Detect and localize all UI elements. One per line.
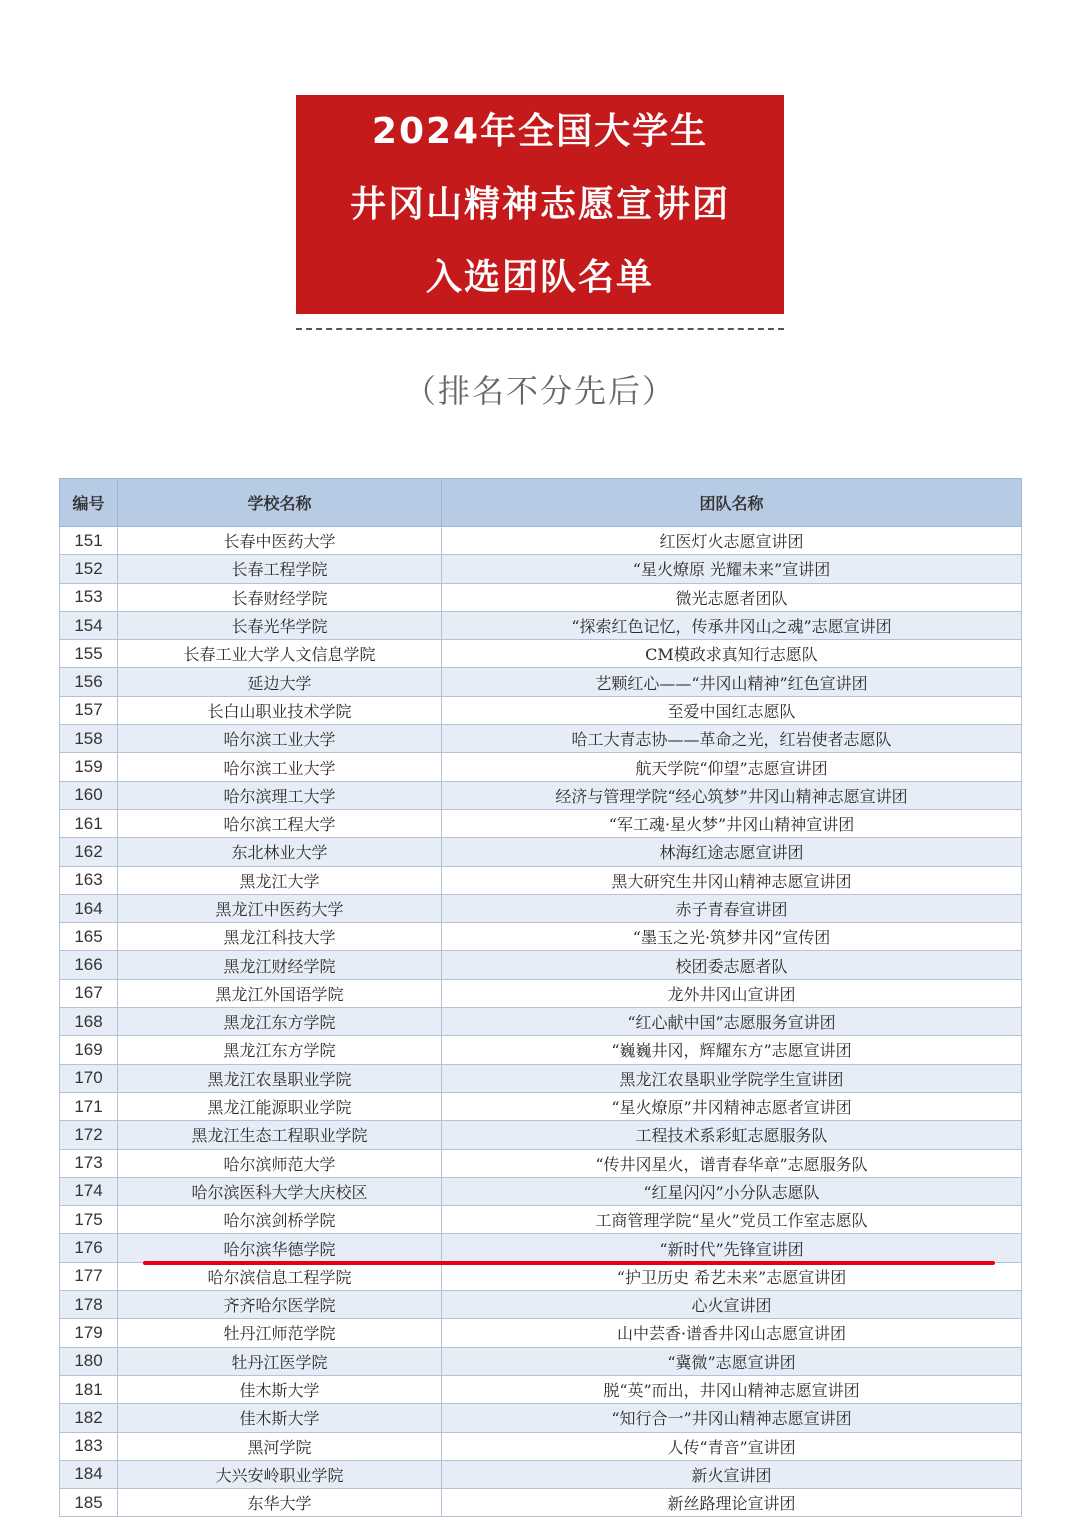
title-line-1: 2024年全国大学生 [371, 111, 709, 152]
table-row [60, 1177, 1022, 1205]
title-line-3: 入选团队名单 [425, 257, 654, 298]
cell-school: 牡丹江师范学院 [118, 1319, 442, 1347]
cell-team: 脱“英”而出，井冈山精神志愿宣讲团 [442, 1375, 1022, 1403]
cell-number: 170 [60, 1064, 118, 1092]
cell-number: 174 [60, 1177, 118, 1205]
header-number: 编号 [60, 479, 118, 527]
cell-number: 167 [60, 979, 118, 1007]
cell-number: 180 [60, 1347, 118, 1375]
table-row [60, 781, 1022, 809]
cell-school: 延边大学 [118, 668, 442, 696]
red-highlight-underline [143, 1261, 995, 1265]
cell-school: 黑龙江财经学院 [118, 951, 442, 979]
table-row [60, 527, 1022, 555]
table-row [60, 894, 1022, 922]
cell-team: 航天学院“仰望”志愿宣讲团 [442, 753, 1022, 781]
cell-team: “巍巍井冈，辉耀东方”志愿宣讲团 [442, 1036, 1022, 1064]
cell-team: 人传“青音”宣讲团 [442, 1432, 1022, 1460]
cell-team: 红医灯火志愿宣讲团 [442, 527, 1022, 555]
cell-number: 159 [60, 753, 118, 781]
title-banner [296, 95, 784, 314]
cell-school: 长春工程学院 [118, 555, 442, 583]
cell-number: 160 [60, 781, 118, 809]
cell-number: 157 [60, 696, 118, 724]
table-row [60, 1234, 1022, 1262]
cell-school: 长春光华学院 [118, 611, 442, 639]
table-row [60, 1291, 1022, 1319]
table-row [60, 725, 1022, 753]
cell-team: “冀微”志愿宣讲团 [442, 1347, 1022, 1375]
cell-team: 哈工大青志协——革命之光，红岩使者志愿队 [442, 725, 1022, 753]
cell-number: 151 [60, 527, 118, 555]
cell-team: “红星闪闪”小分队志愿队 [442, 1177, 1022, 1205]
cell-school: 黑龙江能源职业学院 [118, 1092, 442, 1120]
table-header-row [60, 479, 1022, 527]
table-row [60, 753, 1022, 781]
cell-number: 184 [60, 1460, 118, 1488]
cell-school: 东北林业大学 [118, 838, 442, 866]
cell-number: 175 [60, 1206, 118, 1234]
cell-school: 牡丹江医学院 [118, 1347, 442, 1375]
cell-school: 佳木斯大学 [118, 1375, 442, 1403]
table-row [60, 1262, 1022, 1290]
cell-number: 183 [60, 1432, 118, 1460]
cell-team: “军工魂·星火梦”井冈山精神宣讲团 [442, 809, 1022, 837]
cell-school: 哈尔滨医科大学大庆校区 [118, 1177, 442, 1205]
table-row [60, 923, 1022, 951]
cell-team: 山中芸香·谱香井冈山志愿宣讲团 [442, 1319, 1022, 1347]
cell-team: 林海红途志愿宣讲团 [442, 838, 1022, 866]
cell-number: 164 [60, 894, 118, 922]
table-row [60, 1319, 1022, 1347]
cell-team: 龙外井冈山宣讲团 [442, 979, 1022, 1007]
cell-school: 黑龙江农垦职业学院 [118, 1064, 442, 1092]
cell-number: 153 [60, 583, 118, 611]
table-row [60, 1092, 1022, 1120]
cell-team: “新时代”先锋宣讲团 [442, 1234, 1022, 1262]
cell-school: 哈尔滨工程大学 [118, 809, 442, 837]
table-row [60, 640, 1022, 668]
cell-number: 177 [60, 1262, 118, 1290]
table-row [60, 809, 1022, 837]
table-row [60, 555, 1022, 583]
header-team: 团队名称 [442, 479, 1022, 527]
table-row [60, 866, 1022, 894]
cell-number: 181 [60, 1375, 118, 1403]
cell-team: “星火燎原 光耀未来”宣讲团 [442, 555, 1022, 583]
cell-number: 171 [60, 1092, 118, 1120]
cell-team: “知行合一”井冈山精神志愿宣讲团 [442, 1404, 1022, 1432]
cell-school: 黑龙江生态工程职业学院 [118, 1121, 442, 1149]
table-row [60, 611, 1022, 639]
cell-team: “星火燎原”井冈精神志愿者宣讲团 [442, 1092, 1022, 1120]
cell-school: 哈尔滨工业大学 [118, 725, 442, 753]
cell-team: “红心献中国”志愿服务宣讲团 [442, 1008, 1022, 1036]
cell-team: 艺颗红心——“井冈山精神”红色宣讲团 [442, 668, 1022, 696]
table-row [60, 1404, 1022, 1432]
cell-team: “传井冈星火，谱青春华章”志愿服务队 [442, 1149, 1022, 1177]
team-list-table [59, 478, 1021, 1517]
cell-team: 工程技术系彩虹志愿服务队 [442, 1121, 1022, 1149]
cell-school: 黑河学院 [118, 1432, 442, 1460]
subtitle: （排名不分先后） [403, 372, 676, 410]
cell-school: 齐齐哈尔医学院 [118, 1291, 442, 1319]
cell-team: 黑大研究生井冈山精神志愿宣讲团 [442, 866, 1022, 894]
cell-school: 黑龙江科技大学 [118, 923, 442, 951]
cell-school: 黑龙江东方学院 [118, 1008, 442, 1036]
cell-team: 至爱中国红志愿队 [442, 696, 1022, 724]
cell-number: 173 [60, 1149, 118, 1177]
cell-school: 佳木斯大学 [118, 1404, 442, 1432]
cell-school: 东华大学 [118, 1489, 442, 1517]
table-row [60, 1064, 1022, 1092]
cell-school: 黑龙江中医药大学 [118, 894, 442, 922]
table-row [60, 1206, 1022, 1234]
table-row [60, 1432, 1022, 1460]
cell-number: 163 [60, 866, 118, 894]
cell-number: 156 [60, 668, 118, 696]
cell-school: 黑龙江外国语学院 [118, 979, 442, 1007]
table-row [60, 1460, 1022, 1488]
cell-number: 168 [60, 1008, 118, 1036]
cell-number: 155 [60, 640, 118, 668]
cell-number: 154 [60, 611, 118, 639]
cell-school: 黑龙江大学 [118, 866, 442, 894]
cell-number: 158 [60, 725, 118, 753]
table-row [60, 1121, 1022, 1149]
cell-school: 黑龙江东方学院 [118, 1036, 442, 1064]
table-row [60, 1489, 1022, 1517]
cell-team: 新火宣讲团 [442, 1460, 1022, 1488]
cell-school: 哈尔滨华德学院 [118, 1234, 442, 1262]
table-row [60, 696, 1022, 724]
table-row [60, 838, 1022, 866]
table-row [60, 1149, 1022, 1177]
header-school: 学校名称 [118, 479, 442, 527]
cell-school: 长春中医药大学 [118, 527, 442, 555]
cell-team: 黑龙江农垦职业学院学生宣讲团 [442, 1064, 1022, 1092]
cell-school: 长春财经学院 [118, 583, 442, 611]
dashed-divider [296, 328, 784, 330]
cell-school: 哈尔滨师范大学 [118, 1149, 442, 1177]
cell-team: CM模政求真知行志愿队 [442, 640, 1022, 668]
cell-team: 心火宣讲团 [442, 1291, 1022, 1319]
cell-number: 161 [60, 809, 118, 837]
cell-number: 179 [60, 1319, 118, 1347]
table-row [60, 1008, 1022, 1036]
cell-school: 哈尔滨剑桥学院 [118, 1206, 442, 1234]
cell-number: 172 [60, 1121, 118, 1149]
cell-number: 185 [60, 1489, 118, 1517]
cell-number: 169 [60, 1036, 118, 1064]
cell-team: “墨玉之光·筑梦井冈”宣传团 [442, 923, 1022, 951]
cell-team: 新丝路理论宣讲团 [442, 1489, 1022, 1517]
cell-team: “探索红色记忆，传承井冈山之魂”志愿宣讲团 [442, 611, 1022, 639]
cell-number: 182 [60, 1404, 118, 1432]
cell-team: 经济与管理学院“经心筑梦”井冈山精神志愿宣讲团 [442, 781, 1022, 809]
cell-number: 152 [60, 555, 118, 583]
title-line-2: 井冈山精神志愿宣讲团 [349, 184, 730, 225]
table-row [60, 1347, 1022, 1375]
cell-team: “护卫历史 希艺未来”志愿宣讲团 [442, 1262, 1022, 1290]
cell-number: 176 [60, 1234, 118, 1262]
cell-school: 哈尔滨工业大学 [118, 753, 442, 781]
cell-school: 长白山职业技术学院 [118, 696, 442, 724]
table-row [60, 979, 1022, 1007]
table-row [60, 951, 1022, 979]
cell-school: 哈尔滨信息工程学院 [118, 1262, 442, 1290]
cell-number: 166 [60, 951, 118, 979]
cell-number: 162 [60, 838, 118, 866]
table-row [60, 1036, 1022, 1064]
cell-number: 178 [60, 1291, 118, 1319]
cell-team: 赤子青春宣讲团 [442, 894, 1022, 922]
table-row [60, 668, 1022, 696]
cell-team: 微光志愿者团队 [442, 583, 1022, 611]
cell-school: 长春工业大学人文信息学院 [118, 640, 442, 668]
cell-school: 大兴安岭职业学院 [118, 1460, 442, 1488]
table-row [60, 583, 1022, 611]
cell-team: 校团委志愿者队 [442, 951, 1022, 979]
cell-number: 165 [60, 923, 118, 951]
cell-school: 哈尔滨理工大学 [118, 781, 442, 809]
cell-team: 工商管理学院“星火”党员工作室志愿队 [442, 1206, 1022, 1234]
table-row [60, 1375, 1022, 1403]
